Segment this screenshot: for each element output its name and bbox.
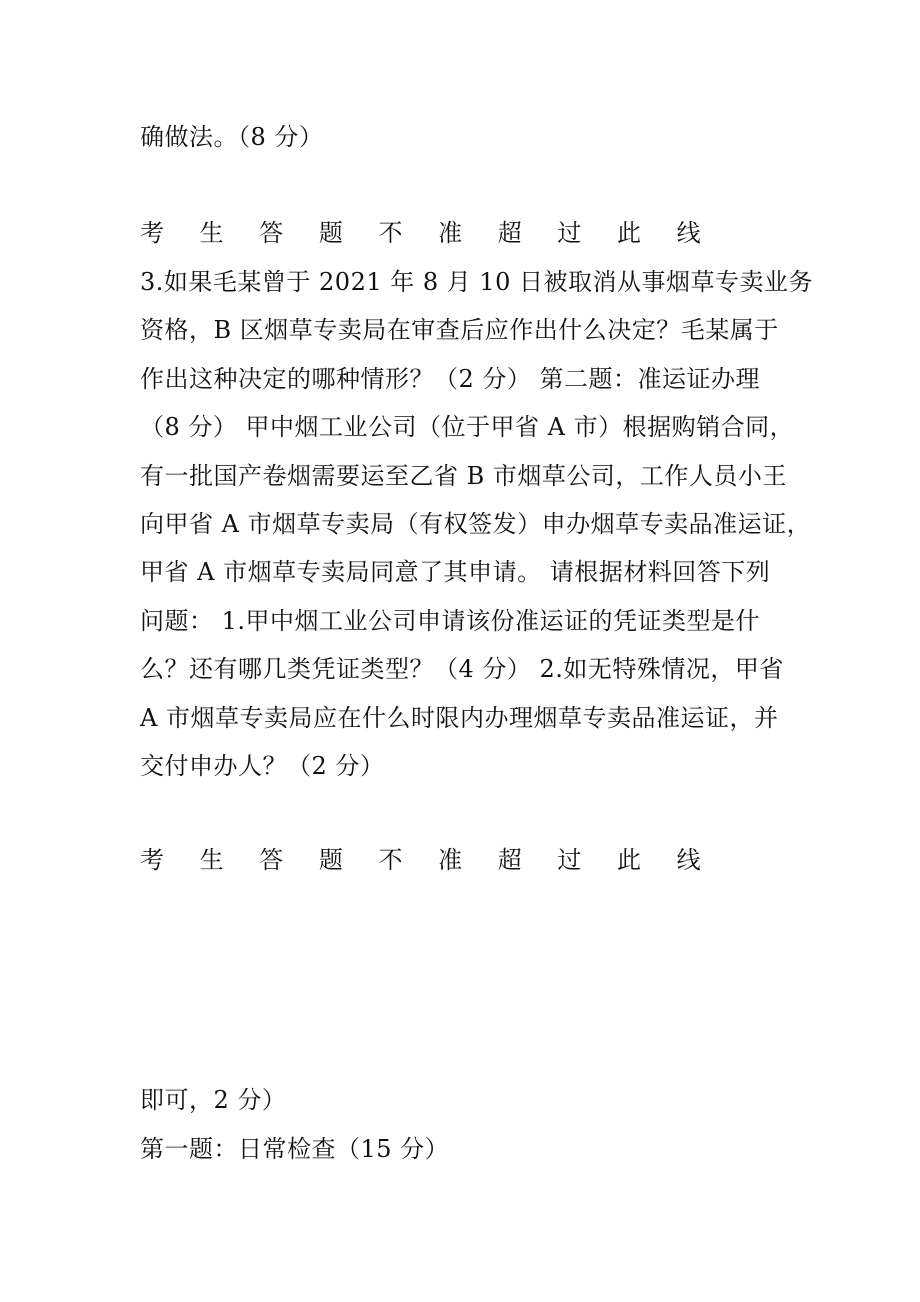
paragraph-line: 向甲省 A 市烟草专卖局（有权签发）申办烟草专卖品准运证， — [140, 510, 812, 539]
top-fragment: 确做法。（8 分） — [140, 123, 324, 151]
paragraph-line: 资格，B 区烟草专卖局在审查后应作出什么决定？毛某属于 — [140, 316, 779, 345]
paragraph-line: A 市烟草专卖局应在什么时限内办理烟草专卖品准运证，并 — [140, 703, 779, 732]
question-paragraph — [140, 258, 814, 790]
paragraph-line: 问题： 1.甲中烟工业公司申请该份准运证的凭证类型是什 — [140, 606, 761, 635]
section-heading: 第一题：日常检查（15 分） — [140, 1135, 450, 1163]
paragraph-line: 甲省 A 市烟草专卖局同意了其申请。 请根据材料回答下列 — [140, 558, 771, 587]
paragraph-line: （8 分） 甲中烟工业公司（位于甲省 A 市）根据购销合同， — [140, 413, 795, 442]
answer-boundary-warning: 考 生 答 题 不 准 超 过 此 线 — [140, 846, 715, 874]
paragraph-line: 作出这种决定的哪种情形？（2 分） 第二题：准运证办理 — [140, 364, 761, 393]
paragraph-line: 3.如果毛某曾于 2021 年 8 月 10 日被取消从事烟草专卖业务 — [140, 268, 814, 296]
paragraph-line: 有一批国产卷烟需要运至乙省 B 市烟草公司，工作人员小王 — [140, 461, 787, 490]
answer-boundary-warning: 考 生 答 题 不 准 超 过 此 线 — [140, 219, 715, 247]
score-note: 即可，2 分） — [140, 1086, 287, 1114]
paragraph-line: 么？还有哪几类凭证类型？（4 分） 2.如无特殊情况，甲省 — [140, 655, 784, 684]
paragraph-line: 交付申办人？（2 分） — [140, 752, 385, 781]
